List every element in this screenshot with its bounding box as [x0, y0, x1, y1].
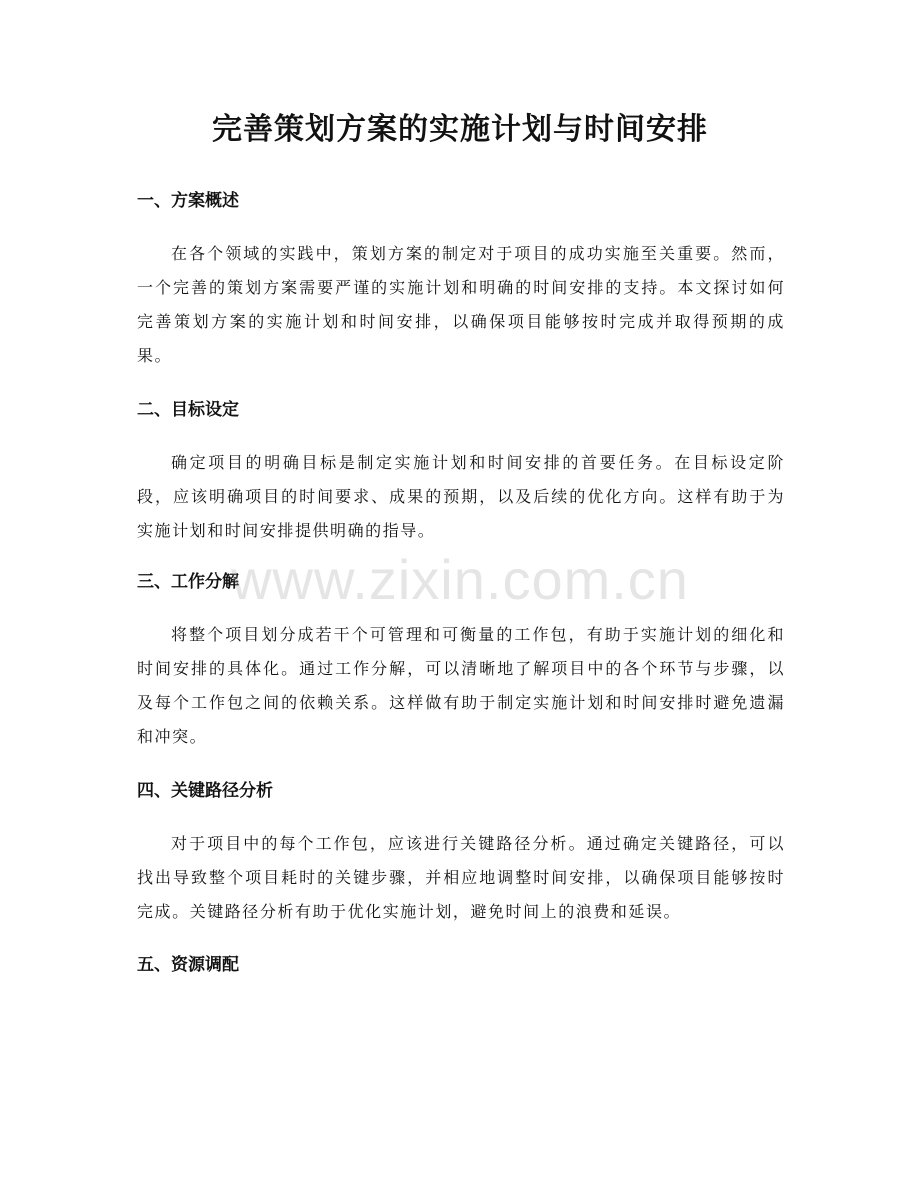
section-goal-setting — [137, 398, 785, 548]
section-work-breakdown — [137, 570, 785, 754]
section-heading: 五、资源调配 — [137, 955, 239, 975]
section-overview — [137, 189, 785, 373]
watermark: www.zixin.com.cn — [231, 548, 689, 611]
section-heading: 三、工作分解 — [137, 572, 239, 592]
section-body: 在各个领域的实践中，策划方案的制定对于项目的成功实施至关重要。然而，一个完善的策划方案需要严谨的实施计划和明确的时间安排的支持。本文探讨如何完善策划方案的实施计划和时间安排，以确保项目能够按时完成并取得预期的成果。 — [137, 244, 785, 365]
section-heading: 一、方案概述 — [137, 191, 239, 211]
section-heading: 四、关键路径分析 — [137, 781, 273, 801]
document-title: 完善策划方案的实施计划与时间安排 — [212, 112, 708, 147]
section-body: 对于项目中的每个工作包，应该进行关键路径分析。通过确定关键路径，可以找出导致整个项目耗时的关键步骤，并相应地调整时间安排，以确保项目能够按时完成。关键路径分析有助于优化实施计划，避免时间上的浪费和延误。 — [137, 834, 785, 921]
section-resource-allocation — [137, 953, 785, 977]
section-body: 将整个项目划分成若干个可管理和可衡量的工作包，有助于实施计划的细化和时间安排的具体化。通过工作分解，可以清晰地了解项目中的各个环节与步骤，以及每个工作包之间的依赖关系。这样做有助于制定实施计划和时间安排时避免遗漏和冲突。 — [137, 625, 785, 746]
section-heading: 二、目标设定 — [137, 400, 239, 420]
section-critical-path — [137, 779, 785, 929]
section-body: 确定项目的明确目标是制定实施计划和时间安排的首要任务。在目标设定阶段，应该明确项目的时间要求、成果的预期，以及后续的优化方向。这样有助于为实施计划和时间安排提供明确的指导。 — [137, 453, 785, 540]
